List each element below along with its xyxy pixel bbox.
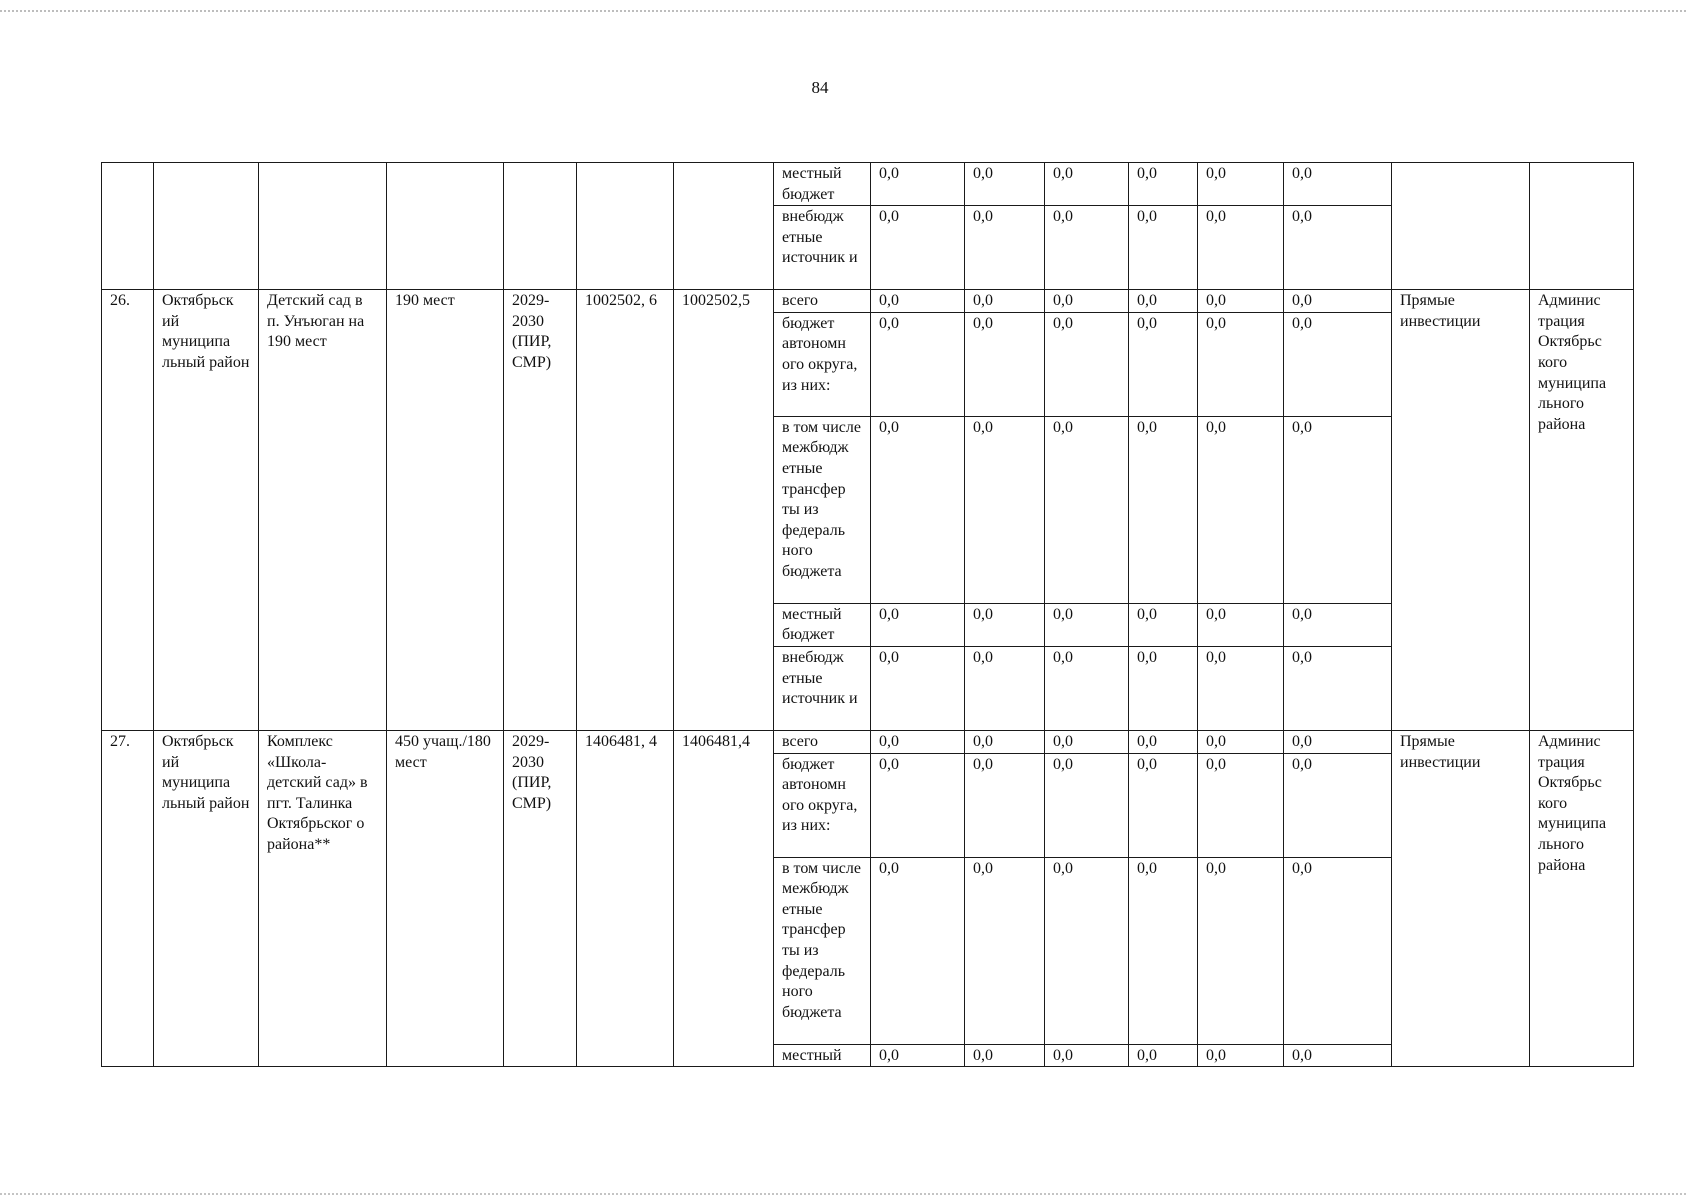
municipality-cell: Октябрьск ий муниципа льный район: [154, 290, 259, 731]
cell-empty: [577, 163, 674, 290]
row-number: 26.: [102, 290, 154, 731]
value-cell: 0,0: [1198, 730, 1284, 753]
responsible-cell: Админис трация Октябрьс кого муниципа льного района: [1530, 290, 1634, 731]
value-cell: 0,0: [965, 730, 1045, 753]
value-cell: 0,0: [871, 730, 965, 753]
value-cell: 0,0: [871, 646, 965, 730]
source-label: бюджет автономн ого округа, из них:: [774, 753, 871, 857]
value-cell: 0,0: [1045, 646, 1129, 730]
source-label: бюджет автономн ого округа, из них:: [774, 312, 871, 416]
value-cell: 0,0: [1129, 646, 1198, 730]
capacity-cell: 190 мест: [387, 290, 504, 731]
value-cell: 0,0: [871, 603, 965, 646]
value-cell: 0,0: [1045, 290, 1129, 313]
scan-edge-top: [0, 10, 1686, 12]
value-cell: 0,0: [1045, 206, 1129, 290]
value-cell: 0,0: [1129, 730, 1198, 753]
value-cell: 0,0: [1129, 857, 1198, 1044]
value-cell: 0,0: [1284, 730, 1392, 753]
value-cell: 0,0: [1284, 416, 1392, 603]
value-cell: 0,0: [1198, 857, 1284, 1044]
cell-empty: [387, 163, 504, 290]
value-cell: 0,0: [1198, 753, 1284, 857]
source-label: местный бюджет: [774, 603, 871, 646]
value-cell: 0,0: [1284, 206, 1392, 290]
value-cell: 0,0: [1284, 603, 1392, 646]
value-cell: 0,0: [965, 312, 1045, 416]
value-cell: 0,0: [965, 646, 1045, 730]
cell-empty: [1530, 163, 1634, 290]
cell-empty: [259, 163, 387, 290]
cell-empty: [154, 163, 259, 290]
value-cell: 0,0: [1045, 163, 1129, 206]
value-cell: 0,0: [1129, 163, 1198, 206]
value-cell: 0,0: [1284, 163, 1392, 206]
value-cell: 0,0: [965, 753, 1045, 857]
balance-cell: 1406481,4: [674, 730, 774, 1066]
value-cell: 0,0: [871, 416, 965, 603]
value-cell: 0,0: [1198, 416, 1284, 603]
cost-cell: 1406481, 4: [577, 730, 674, 1066]
value-cell: 0,0: [1284, 290, 1392, 313]
period-cell: 2029-2030 (ПИР, СМР): [504, 290, 577, 731]
source-label: местный: [774, 1044, 871, 1067]
cell-empty: [504, 163, 577, 290]
value-cell: 0,0: [1129, 290, 1198, 313]
table-row: [102, 163, 1634, 206]
value-cell: 0,0: [965, 163, 1045, 206]
value-cell: 0,0: [871, 206, 965, 290]
cost-cell: 1002502, 6: [577, 290, 674, 731]
source-label: всего: [774, 290, 871, 313]
responsible-cell: Админис трация Октябрьс кого муниципа льного района: [1530, 730, 1634, 1066]
value-cell: 0,0: [965, 290, 1045, 313]
value-cell: 0,0: [1284, 1044, 1392, 1067]
object-cell: Комплекс «Школа-детский сад» в пгт. Талинка Октябрьског о района**: [259, 730, 387, 1066]
value-cell: 0,0: [871, 857, 965, 1044]
value-cell: 0,0: [1198, 1044, 1284, 1067]
value-cell: 0,0: [871, 312, 965, 416]
value-cell: 0,0: [1045, 312, 1129, 416]
value-cell: 0,0: [965, 416, 1045, 603]
value-cell: 0,0: [871, 753, 965, 857]
value-cell: 0,0: [1129, 416, 1198, 603]
value-cell: 0,0: [1045, 603, 1129, 646]
value-cell: 0,0: [1198, 206, 1284, 290]
value-cell: 0,0: [965, 206, 1045, 290]
source-label: в том числе межбюдж етные трансфер ты из федераль ного бюджета: [774, 857, 871, 1044]
investment-type-cell: Прямые инвестиции: [1392, 290, 1530, 731]
value-cell: 0,0: [1284, 857, 1392, 1044]
cell-empty: [102, 163, 154, 290]
page-number: 84: [811, 78, 829, 97]
value-cell: 0,0: [1129, 206, 1198, 290]
value-cell: 0,0: [1284, 312, 1392, 416]
row-number: 27.: [102, 730, 154, 1066]
investment-table: [101, 162, 1634, 1067]
value-cell: 0,0: [1129, 312, 1198, 416]
value-cell: 0,0: [1198, 646, 1284, 730]
value-cell: 0,0: [1045, 1044, 1129, 1067]
value-cell: 0,0: [1129, 603, 1198, 646]
municipality-cell: Октябрьск ий муниципа льный район: [154, 730, 259, 1066]
object-cell: Детский сад в п. Унъюган на 190 мест: [259, 290, 387, 731]
investment-type-cell: Прямые инвестиции: [1392, 730, 1530, 1066]
capacity-cell: 450 учащ./180 мест: [387, 730, 504, 1066]
table-row: [102, 290, 1634, 313]
source-label: в том числе межбюдж етные трансфер ты из федераль ного бюджета: [774, 416, 871, 603]
source-label: местный бюджет: [774, 163, 871, 206]
value-cell: 0,0: [871, 290, 965, 313]
value-cell: 0,0: [1045, 416, 1129, 603]
value-cell: 0,0: [871, 1044, 965, 1067]
value-cell: 0,0: [1198, 603, 1284, 646]
cell-empty: [674, 163, 774, 290]
value-cell: 0,0: [1045, 857, 1129, 1044]
value-cell: 0,0: [965, 857, 1045, 1044]
value-cell: 0,0: [871, 163, 965, 206]
value-cell: 0,0: [1198, 312, 1284, 416]
value-cell: 0,0: [1045, 730, 1129, 753]
balance-cell: 1002502,5: [674, 290, 774, 731]
value-cell: 0,0: [1129, 1044, 1198, 1067]
table-row: [102, 730, 1634, 753]
source-label: внебюдж етные источник и: [774, 646, 871, 730]
source-label: внебюдж етные источник и: [774, 206, 871, 290]
scan-edge-bottom: [0, 1193, 1686, 1195]
value-cell: 0,0: [1198, 290, 1284, 313]
period-cell: 2029-2030 (ПИР, СМР): [504, 730, 577, 1066]
value-cell: 0,0: [1284, 753, 1392, 857]
value-cell: 0,0: [965, 603, 1045, 646]
value-cell: 0,0: [965, 1044, 1045, 1067]
value-cell: 0,0: [1198, 163, 1284, 206]
value-cell: 0,0: [1129, 753, 1198, 857]
cell-empty: [1392, 163, 1530, 290]
value-cell: 0,0: [1284, 646, 1392, 730]
source-label: всего: [774, 730, 871, 753]
value-cell: 0,0: [1045, 753, 1129, 857]
